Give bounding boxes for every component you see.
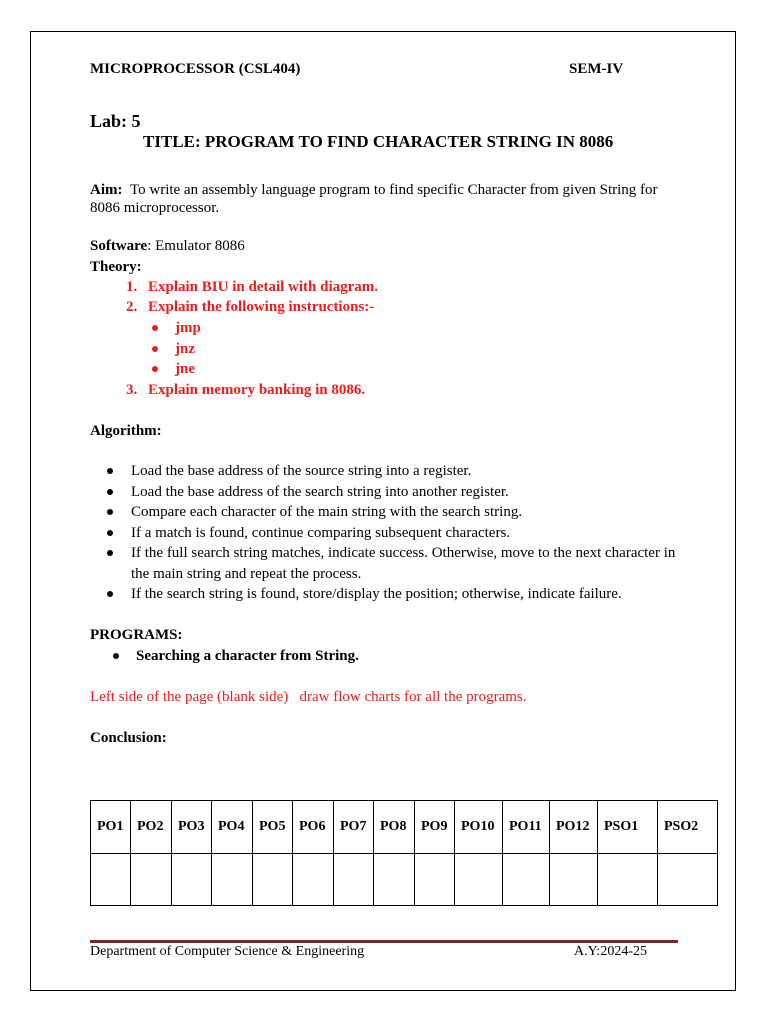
programs-label: PROGRAMS: (90, 627, 183, 643)
table-header-cell: PO12 (550, 801, 598, 854)
table-header-cell: PO4 (212, 801, 253, 854)
aim-text-1: To write an assembly language program to find specific Character from given String for (130, 182, 658, 198)
theory-item-1: Explain BIU in detail with diagram. (148, 279, 379, 295)
aim-label: Aim: (90, 182, 123, 198)
table-header-cell: PO5 (253, 801, 293, 854)
software-label: Software (90, 238, 148, 254)
algorithm-step: Load the base address of the search string into another register. (131, 484, 509, 500)
bullet-icon (107, 591, 113, 597)
algorithm-step-continued: the main string and repeat the process. (131, 566, 362, 582)
bullet-icon (113, 653, 119, 659)
table-cell (293, 854, 334, 906)
semester-label: SEM-IV (569, 61, 624, 77)
footer-department: Department of Computer Science & Engineering (90, 944, 365, 959)
table-header-cell: PO11 (503, 801, 550, 854)
footer-academic-year: A.Y:2024-25 (574, 944, 647, 959)
table-header-cell: PO7 (334, 801, 374, 854)
conclusion-label: Conclusion: (90, 730, 167, 746)
table-cell (598, 854, 658, 906)
bullet-icon (152, 366, 158, 372)
table-cell (550, 854, 598, 906)
table-cell (91, 854, 131, 906)
table-header-cell: PO1 (91, 801, 131, 854)
bullet-icon (107, 509, 113, 515)
algorithm-step: If a match is found, continue comparing subsequent characters. (131, 525, 511, 541)
theory-subitem-jne: jne (175, 361, 195, 377)
theory-item-2: Explain the following instructions:- (148, 299, 375, 315)
algorithm-step: Compare each character of the main string with the search string. (131, 504, 523, 520)
footer-divider (90, 940, 678, 943)
software-value: : Emulator 8086 (147, 238, 245, 254)
program-item: Searching a character from String. (136, 648, 359, 664)
table-cell (212, 854, 253, 906)
bullet-icon (152, 346, 158, 352)
course-title: MICROPROCESSOR (CSL404) (90, 61, 301, 77)
theory-subitem-jmp: jmp (175, 320, 201, 336)
table-header-cell: PSO2 (658, 801, 718, 854)
table-cell (415, 854, 455, 906)
theory-item-1-num: 1. (126, 279, 138, 295)
table-header-cell: PO9 (415, 801, 455, 854)
table-row (91, 854, 718, 906)
table-header-cell: PSO1 (598, 801, 658, 854)
bullet-icon (107, 550, 113, 556)
table-cell (658, 854, 718, 906)
theory-subitem-jnz: jnz (175, 341, 195, 357)
theory-item-3: Explain memory banking in 8086. (148, 382, 366, 398)
theory-label: Theory: (90, 259, 142, 275)
algorithm-step: If the full search string matches, indicate success. Otherwise, move to the next character in (131, 545, 676, 561)
software-line (90, 238, 245, 255)
table-cell (374, 854, 415, 906)
aim-line-1 (90, 182, 658, 199)
table-header-cell: PO10 (455, 801, 503, 854)
bullet-icon (107, 530, 113, 536)
table-header-cell: PO3 (172, 801, 212, 854)
table-cell (172, 854, 212, 906)
theory-item-3-num: 3. (126, 382, 138, 398)
table-header-cell: PO8 (374, 801, 415, 854)
table-cell (334, 854, 374, 906)
table-cell (131, 854, 172, 906)
theory-item-2-num: 2. (126, 299, 138, 315)
flowchart-note: Left side of the page (blank side) draw flow charts for all the programs. (90, 689, 527, 705)
lab-number: Lab: 5 (90, 111, 141, 131)
bullet-icon (152, 325, 158, 331)
table-header-row (91, 801, 718, 854)
algorithm-step: If the search string is found, store/display the position; otherwise, indicate failure. (131, 586, 622, 602)
po-mapping-table (90, 800, 718, 906)
aim-line-2: 8086 microprocessor. (90, 200, 220, 216)
table-cell (253, 854, 293, 906)
table-cell (455, 854, 503, 906)
lab-title: TITLE: PROGRAM TO FIND CHARACTER STRING IN 8086 (143, 132, 614, 151)
algorithm-step: Load the base address of the source string into a register. (131, 463, 472, 479)
algorithm-label: Algorithm: (90, 423, 162, 439)
table-header-cell: PO6 (293, 801, 334, 854)
table-header-cell: PO2 (131, 801, 172, 854)
table-cell (503, 854, 550, 906)
bullet-icon (107, 468, 113, 474)
bullet-icon (107, 489, 113, 495)
